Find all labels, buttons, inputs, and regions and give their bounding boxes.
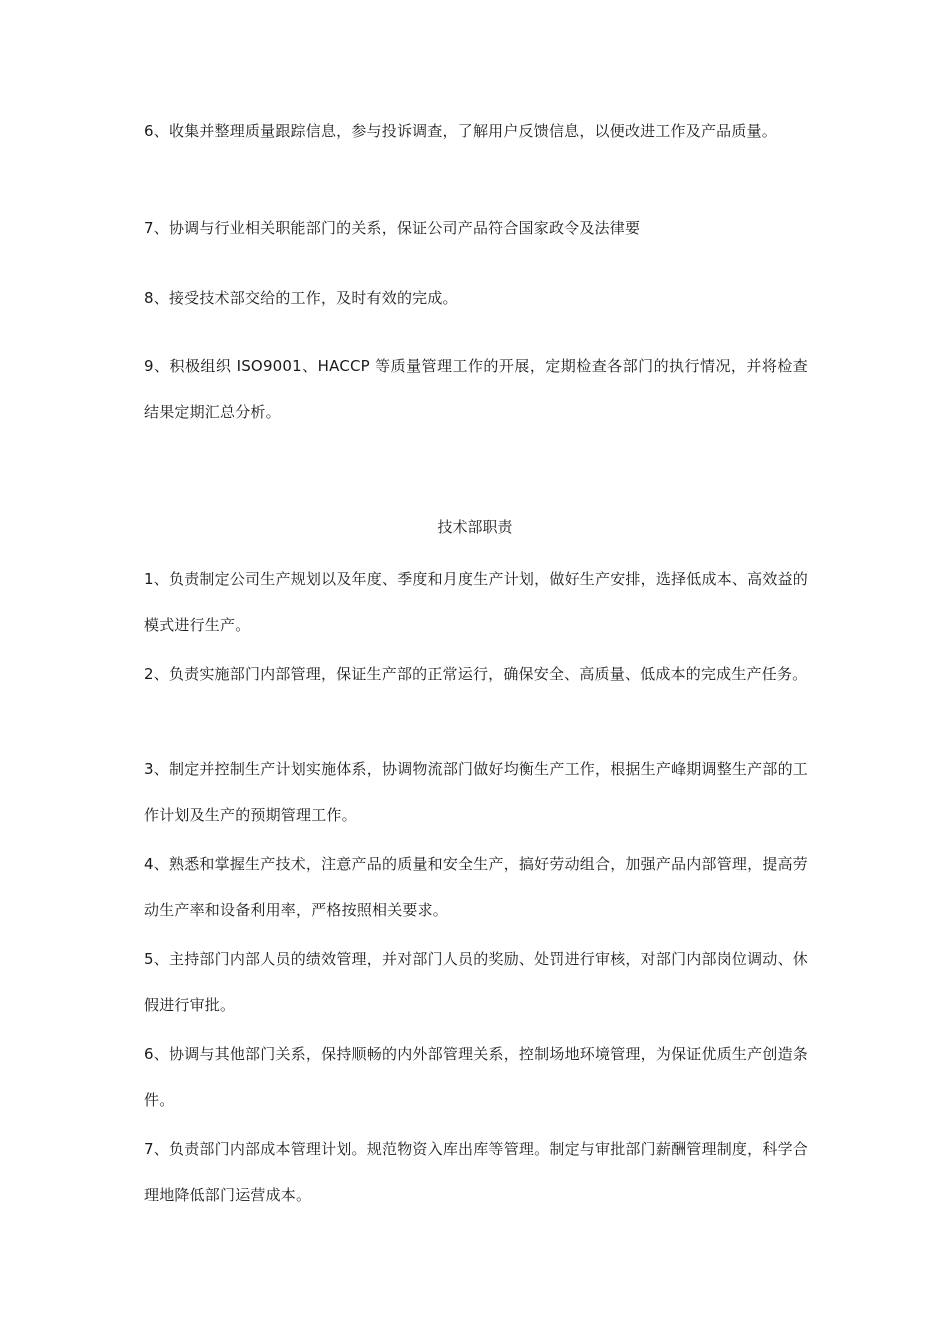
tech-item-4: 4、熟悉和掌握生产技术，注意产品的质量和安全生产，搞好劳动组合，加强产品内部管理，提高劳动生产率和设备利用率，严格按照相关要求。 bbox=[144, 855, 808, 919]
tech-item-2: 2、负责实施部门内部管理，保证生产部的正常运行，确保安全、高质量、低成本的完成生产任务。 bbox=[144, 665, 808, 683]
quality-item-7: 7、协调与行业相关职能部门的关系，保证公司产品符合国家政令及法律要 bbox=[144, 219, 641, 237]
tech-item-3: 3、制定并控制生产计划实施体系，协调物流部门做好均衡生产工作，根据生产峰期调整生产部的工作计划及生产的预期管理工作。 bbox=[144, 760, 808, 824]
tech-item-6: 6、协调与其他部门关系，保持顺畅的内外部管理关系，控制场地环境管理，为保证优质生产创造条件。 bbox=[144, 1045, 808, 1109]
quality-item-8: 8、接受技术部交给的工作，及时有效的完成。 bbox=[144, 289, 458, 307]
section-title-tech: 技术部职责 bbox=[437, 518, 513, 536]
quality-item-9: 9、积极组织 ISO9001、HACCP 等质量管理工作的开展，定期检查各部门的执行情况，并将检查结果定期汇总分析。 bbox=[144, 357, 808, 421]
tech-item-1: 1、负责制定公司生产规划以及年度、季度和月度生产计划，做好生产安排，选择低成本、高效益的模式进行生产。 bbox=[144, 570, 808, 634]
tech-item-7: 7、负责部门内部成本管理计划。规范物资入库出库等管理。制定与审批部门薪酬管理制度，科学合理地降低部门运营成本。 bbox=[144, 1140, 808, 1204]
quality-item-6: 6、收集并整理质量跟踪信息，参与投诉调查，了解用户反馈信息，以便改进工作及产品质量。 bbox=[144, 122, 777, 140]
tech-item-5: 5、主持部门内部人员的绩效管理，并对部门人员的奖励、处罚进行审核，对部门内部岗位调动、休假进行审批。 bbox=[144, 950, 808, 1014]
